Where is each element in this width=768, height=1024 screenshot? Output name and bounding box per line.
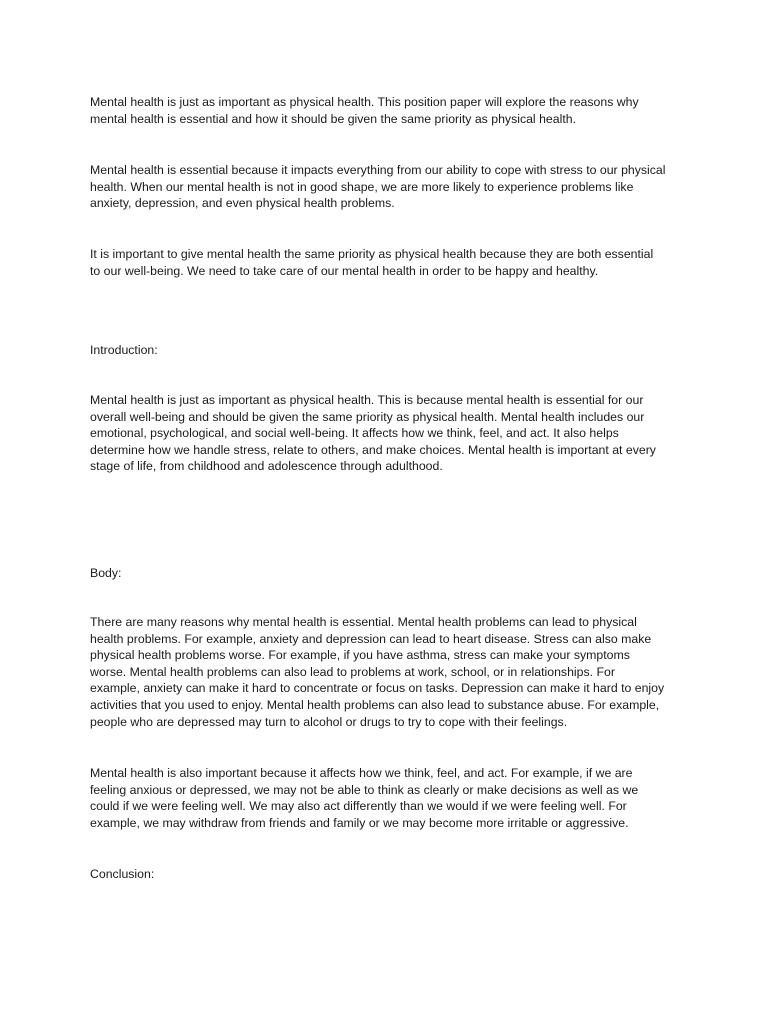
text-line: overall well-being and should be given the same priority as physical health. Mental health includes our <box>90 409 645 424</box>
text-line: people who are depressed may turn to alcohol or drugs to try to cope with their feelings. <box>90 714 568 729</box>
text-line: activities that you used to enjoy. Mental health problems can also lead to substance abuse. For example, <box>90 697 660 712</box>
text-line: There are many reasons why mental health is essential. Mental health problems can lead to physical <box>90 615 637 629</box>
text-line: example, we may withdraw from friends and family or we may become more irritable or aggressive. <box>90 815 629 830</box>
text-line: It is important to give mental health the same priority as physical health because they are both essential <box>90 247 654 261</box>
heading-body: Body: <box>90 566 122 580</box>
paragraph-body-think-feel-act <box>90 765 690 831</box>
heading-conclusion: Conclusion: <box>90 867 155 881</box>
text-line: health. When our mental health is not in good shape, we are more likely to experience problems like <box>90 179 634 194</box>
paragraph-body-reasons <box>90 614 690 730</box>
text-line: determine how we handle stress, relate to others, and make choices. Mental health is important at every <box>90 442 656 457</box>
text-line: Mental health is essential because it impacts everything from our ability to cope with stress to our physical <box>90 163 666 177</box>
text-line: example, anxiety can make it hard to concentrate or focus on tasks. Depression can make it hard to enjoy <box>90 681 665 696</box>
text-line: physical health problems worse. For example, if you have asthma, stress can make your symptoms <box>90 648 630 663</box>
text-line: anxiety, depression, and even physical health problems. <box>90 196 395 211</box>
text-line: mental health is essential and how it should be given the same priority as physical health. <box>90 111 577 126</box>
heading-introduction: Introduction: <box>90 343 158 357</box>
text-line: Mental health is just as important as physical health. This position paper will explore the reasons why <box>90 95 639 109</box>
text-line: to our well-being. We need to take care of our mental health in order to be happy and healthy. <box>90 263 599 278</box>
paragraph-priority <box>90 246 690 279</box>
text-line: stage of life, from childhood and adolescence through adulthood. <box>90 459 443 474</box>
paragraph-essential <box>90 162 690 212</box>
text-line: Mental health is just as important as physical health. This is because mental health is essential for our <box>90 393 644 407</box>
text-line: Mental health is also important because it affects how we think, feel, and act. For example, if we are <box>90 766 633 780</box>
text-line: could if we were feeling well. We may also act differently than we would if we were feeling well. For <box>90 799 627 814</box>
paragraph-introduction <box>90 392 690 475</box>
text-line: emotional, psychological, and social well-being. It affects how we think, feel, and act. It also helps <box>90 426 619 441</box>
text-line: feeling anxious or depressed, we may not be able to think as clearly or make decisions as well as we <box>90 782 639 797</box>
text-line: health problems. For example, anxiety and depression can lead to heart disease. Stress can also make <box>90 631 652 646</box>
text-line: worse. Mental health problems can also lead to problems at work, school, or in relationships. For <box>90 664 615 679</box>
paragraph-opening <box>90 94 690 127</box>
